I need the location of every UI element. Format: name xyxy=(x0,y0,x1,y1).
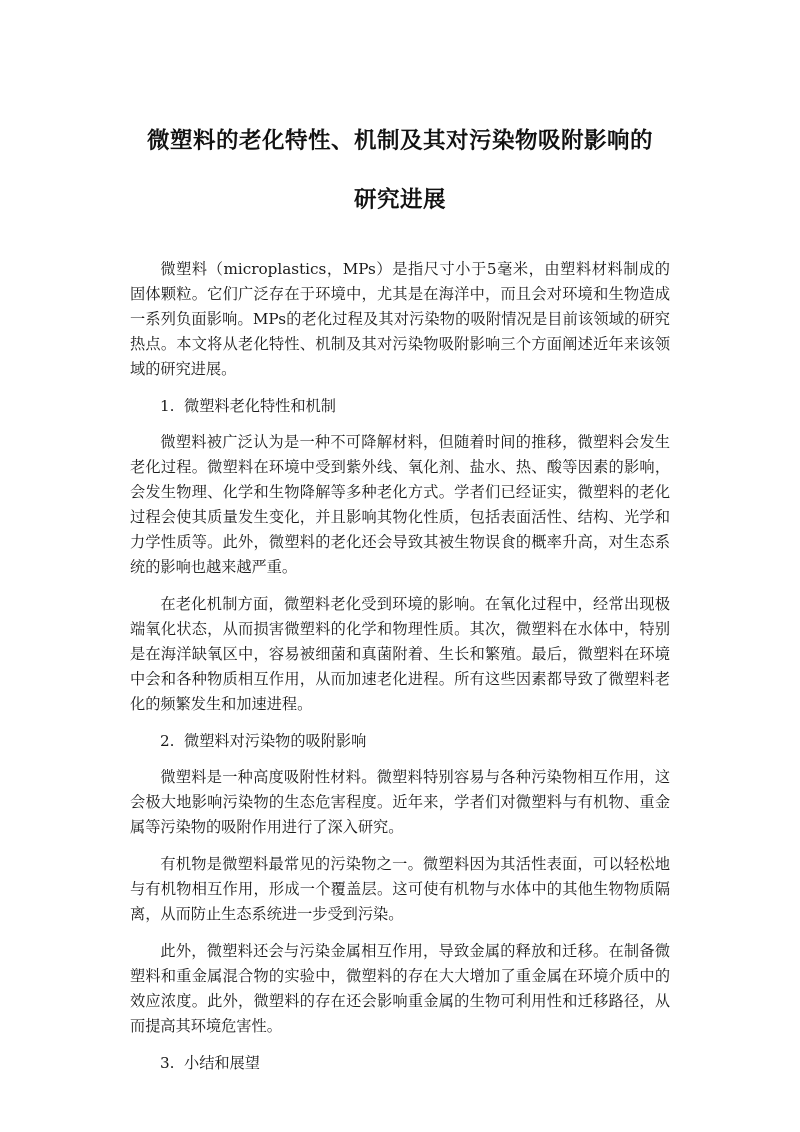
section-3-title: 小结和展望 xyxy=(184,1054,260,1072)
section-1-paragraph-2: 在老化机制方面，微塑料老化受到环境的影响。在氧化过程中，经常出现极端氧化状态，从而损害微塑料的化学和物理性质。其次，微塑料在水体中，特别是在海洋缺氧区中，容易被细菌和真菌附着、生长和繁殖。最后，微塑料在环境中会和各种物质相互作用，从而加速老化进程。所有这些因素都导致了微塑料老化的频繁发生和加速进程。 xyxy=(130,595,670,713)
section-1-paragraph-1: 微塑料被广泛认为是一种不可降解材料，但随着时间的推移，微塑料会发生老化过程。微塑料在环境中受到紫外线、氧化剂、盐水、热、酸等因素的影响，会发生物理、化学和生物降解等多种老化方式。学者们已经证实，微塑料的老化过程会使其质量发生变化，并且影响其物化性质，包括表面活性、结构、光学和力学性质等。此外，微塑料的老化还会导致其被生物误食的概率升高，对生态系统的影响也越来越严重。 xyxy=(130,433,670,576)
section-2-paragraph-3: 此外，微塑料还会与污染金属相互作用，导致金属的释放和迁移。在制备微塑料和重金属混合物的实验中，微塑料的存在大大增加了重金属在环境介质中的效应浓度。此外，微塑料的存在还会影响重金属的生物可利用性和迁移路径，从而提高其环境危害性。 xyxy=(130,942,670,1035)
section-1-title: 微塑料老化特性和机制 xyxy=(184,397,336,415)
section-2-heading xyxy=(130,729,670,754)
section-2-paragraph-2: 有机物是微塑料最常见的污染物之一。微塑料因为其活性表面，可以轻松地与有机物相互作用，形成一个覆盖层。这可使有机物与水体中的其他生物物质隔离，从而防止生态系统进一步受到污染。 xyxy=(130,855,670,923)
section-3-heading xyxy=(130,1051,670,1076)
intro-paragraph: 微塑料（microplastics，MPs）是指尺寸小于5毫米，由塑料材料制成的固体颗粒。它们广泛存在于环境中，尤其是在海洋中，而且会对环境和生物造成一系列负面影响。MPs的老化过程及其对污染物的吸附情况是目前该领域的研究热点。本文将从老化特性、机制及其对污染物吸附影响三个方面阐述近年来该领域的研究进展。 xyxy=(130,260,670,378)
section-2-paragraph-1: 微塑料是一种高度吸附性材料。微塑料特别容易与各种污染物相互作用，这会极大地影响污染物的生态危害程度。近年来，学者们对微塑料与有机物、重金属等污染物的吸附作用进行了深入研究。 xyxy=(130,768,670,836)
section-1-heading xyxy=(130,394,670,419)
section-2-number: 2. xyxy=(160,732,175,750)
section-1-number: 1. xyxy=(160,397,175,415)
document-title-line-2: 研究进展 xyxy=(353,187,446,213)
section-2-title: 微塑料对污染物的吸附影响 xyxy=(184,732,367,750)
document-title-line-1: 微塑料的老化特性、机制及其对污染物吸附影响的 xyxy=(146,128,653,154)
section-3-number: 3. xyxy=(160,1054,175,1072)
